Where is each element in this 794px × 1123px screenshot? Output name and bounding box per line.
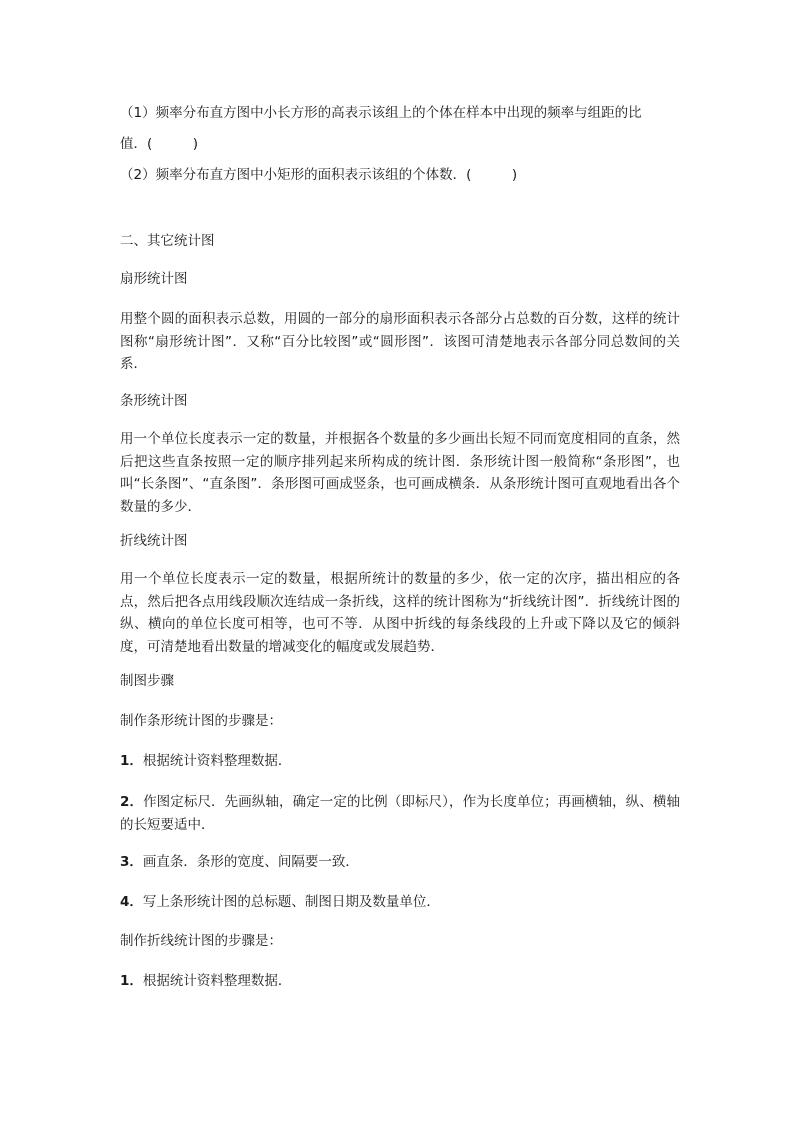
step-text: 根据统计资料整理数据． — [142, 973, 292, 989]
bar-step-3 — [120, 851, 680, 874]
step-text: 根据统计资料整理数据． — [142, 753, 292, 769]
section-title-other-charts: 二、其它统计图 — [120, 233, 215, 249]
line-chart-paragraph: 用一个单位长度表示一定的数量，根据所统计的数量的多少，依一定的次序，描出相应的各点，然后把各点用线段顺次连结成一条折线，这样的统计图称为“折线统计图”．折线统计图的纵、横向的单位长度可相等，也可不等．从图中折线的每条线段的上升或下降以及它的倾斜度，可清楚地看出数量的增减变化的幅度或发展趋势． — [120, 571, 680, 655]
bar-step-4 — [120, 891, 680, 914]
step-text: 写上条形统计图的总标题、制图日期及数量单位． — [142, 894, 440, 910]
judge-question-1-line-2: 值．( ) — [120, 136, 199, 152]
line-step-1 — [120, 970, 680, 993]
fan-chart-heading: 扇形统计图 — [120, 271, 188, 287]
step-number: 2． — [120, 794, 144, 810]
step-text: 画直条．条形的宽度、间隔要一致． — [142, 854, 359, 870]
fan-chart-paragraph: 用整个圆的面积表示总数，用圆的一部分的扇形面积表示各部分占总数的百分数，这样的统计图称“扇形统计图”．又称“百分比较图”或“圆形图”．该图可清楚地表示各部分同总数间的关系． — [120, 311, 680, 372]
step-number: 4． — [120, 894, 143, 910]
line-chart-heading: 折线统计图 — [120, 533, 188, 549]
judge-question-2: （2）频率分布直方图中小矩形的面积表示该组的个体数．( ) — [120, 167, 518, 183]
bar-chart-paragraph: 用一个单位长度表示一定的数量，并根据各个数量的多少画出长短不同而宽度相同的直条，然后把这些直条按照一定的顺序排列起来所构成的统计图．条形统计图一般简称“条形图”，也叫“长条图”、“直条图”．条形图可画成竖条，也可画成横条．从条形统计图可直观地看出各个数量的多少． — [120, 431, 680, 515]
drawing-steps-heading: 制图步骤 — [120, 673, 174, 689]
line-steps-intro: 制作折线统计图的步骤是： — [120, 933, 282, 949]
bar-steps-intro: 制作条形统计图的步骤是： — [120, 713, 282, 729]
judge-question-1-line-1: （1）频率分布直方图中小长方形的高表示该组上的个体在样本中出现的频率与组距的比 — [120, 105, 642, 121]
bar-step-1 — [120, 750, 680, 773]
bar-chart-heading: 条形统计图 — [120, 393, 188, 409]
bar-step-2 — [120, 791, 680, 836]
step-number: 3． — [120, 854, 143, 870]
step-text: 作图定标尺．先画纵轴，确定一定的比例（即标尺），作为长度单位；再画横轴，纵、横轴的长短要适中． — [120, 794, 680, 833]
step-number: 1． — [120, 973, 143, 989]
step-number: 1． — [120, 753, 143, 769]
